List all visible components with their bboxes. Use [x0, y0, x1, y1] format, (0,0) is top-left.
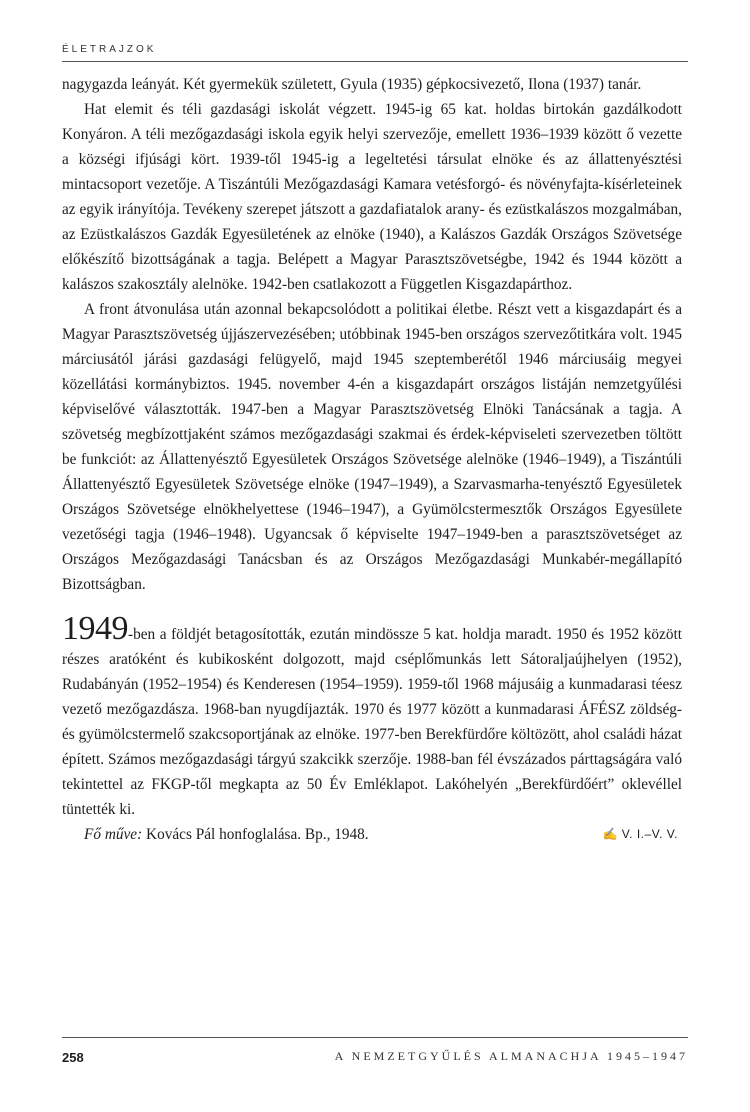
- later-life-text: -ben a földjét betagosították, ezután mindössze 5 kat. holdja maradt. 1950 és 1952 között részes aratóként és kubikosként dolgozott, majd cséplőmunkás lett Sátoraljaújhelyen (1952), Rudabányán (1952–1954) és Kenderesen (1954–1959). 1959-től 1968 májusáig a kunmadarasi téesz vezető mezőgazdásza. 1968-ban nyugdíjazták. 1970 és 1977 között a kunmadarasi ÁFÉSZ zöldség- és gyümölcstermelő szakcsoportjának az elnöke. 1977-ben Berekfürdőre költözött, ahol családi házat épített. Számos mezőgazdasági tárgyú szakcikk szerzője. 1988-ban fél évszázados párttagságára való tekintettel az FKGP-től megkapta az 50 Év Emléklapot. Lakóhelyén „Berekfürdőért” oklevéllel tüntették ki.: [62, 626, 682, 818]
- top-rule: [62, 61, 688, 62]
- paragraph-early-career: Hat elemit és téli gazdasági iskolát végzett. 1945-ig 65 kat. holdas birtokán gazdálkodott Konyáron. A téli mezőgazdasági iskola egyik helyi szervezője, emellett 1936–1939 között ő vezette a községi ifjúsági kört. 1939-től 1945-ig a legeltetési társulat elnöke és az állattenyésztési mintacsoport vezetője. A Tiszántúli Mezőgazdasági Kamara vetésforgó- és növényfajta-kísérleteinek az egyik irányítója. Tevékeny szerepet játszott a gazdafiatalok arany- és ezüstkalászos mozgalmában, az Ezüstkalászos Gazdák Egyesületének az elnöke (1940), a Kalászos Gazdák Országos Szövetsége előkészítő bizottságának a tagja. Belépett a Magyar Parasztszövetségbe, 1942 és 1944 között a kalászos szakosztály alelnöke. 1942-ben csatlakozott a Független Kisgazdapárthoz.: [62, 101, 682, 293]
- works-text: Kovács Pál honfoglalása. Bp., 1948.: [146, 826, 369, 843]
- page-number: 258: [62, 1050, 84, 1065]
- lead-year: 1949: [62, 610, 128, 647]
- paragraph-political-career: A front átvonulása után azonnal bekapcsolódott a politikai életbe. Részt vett a kisgazdapárt és a Magyar Parasztszövetség újjászervezésében; utóbbinak 1945-ben országos szervezőtitkára volt. 1945 márciusától járási gazdasági felügyelő, majd 1945 szeptemberétől 1946 márciusáig megyei közellátási kormánybiztos. 1945. november 4-én a kisgazdapárt országos listáján nemzetgyűlési képviselővé választották. 1947-ben a Magyar Parasztszövetség Elnöki Tanácsának a tagja. A szövetség megbízottjaként számos mezőgazdasági szakmai és érdek-képviseleti szervezetben töltött be funkciót: az Állattenyésztő Egyesületek Országos Szövetsége alelnöke (1946–1949), a Tiszántúli Állattenyésztő Egyesületek Szövetsége elnöke (1947–1949), a Szarvasmarha-tenyésztő Egyesületek Országos Szövetsége elnökhelyettese (1946–1947), a Gyümölcstermesztők Országos Egyesülete vezetőségi tagja (1946–1948). Ugyancsak ő képviselte 1947–1949-ben a parasztszövetséget az Országos Mezőgazdasági Tanácsban és az Országos Mezőgazdasági Munkabér-megállapító Bizottságban.: [62, 301, 682, 593]
- author-signature: ✍ V. I.–V. V.: [602, 827, 678, 841]
- page-body: [62, 72, 682, 847]
- bottom-rule: [62, 1037, 688, 1038]
- footer-title: A NEMZETGYŰLÉS ALMANACHJA 1945–1947: [334, 1049, 688, 1063]
- paragraph-later-life: [62, 610, 682, 822]
- works-label: Fő műve:: [84, 826, 143, 843]
- running-head: ÉLETRAJZOK: [62, 44, 157, 55]
- paragraph-family: nagygazda leányát. Két gyermekük született, Gyula (1935) gépkocsivezető, Ilona (1937) tanár.: [62, 76, 642, 93]
- main-works: [62, 822, 682, 847]
